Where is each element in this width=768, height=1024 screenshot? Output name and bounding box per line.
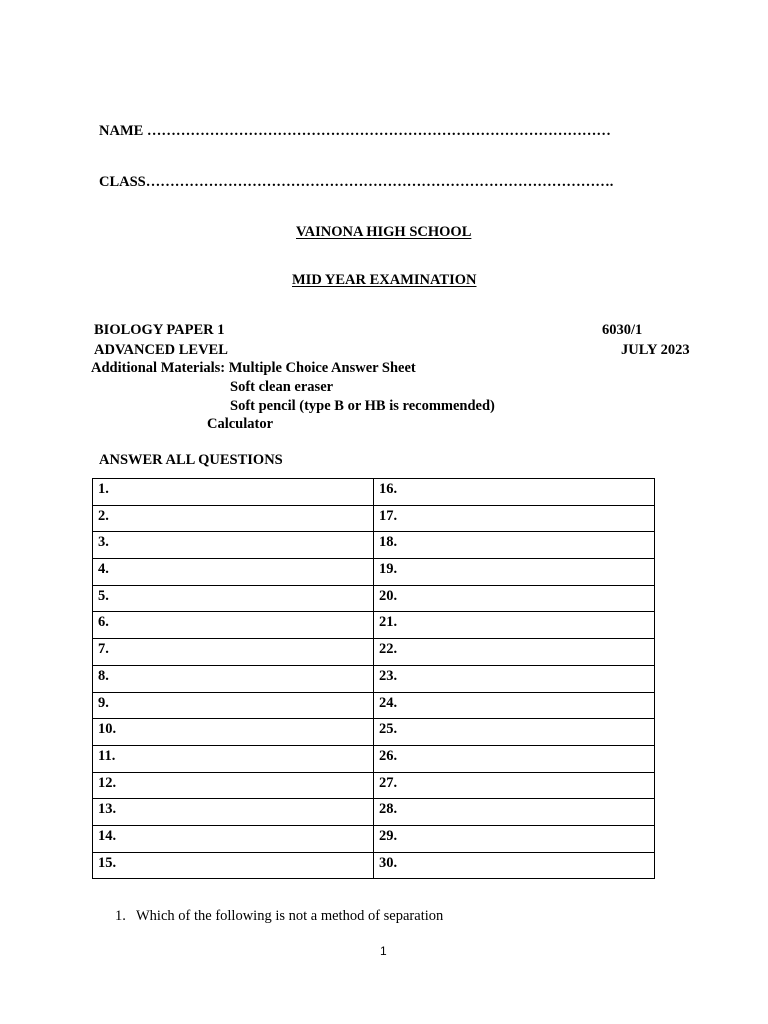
exam-title: MID YEAR EXAMINATION [292, 272, 477, 288]
answer-cell[interactable]: 20. [374, 585, 655, 612]
table-row [93, 852, 655, 879]
table-row [93, 505, 655, 532]
answer-cell[interactable]: 26. [374, 745, 655, 772]
table-row [93, 665, 655, 692]
answer-cell[interactable]: 13. [93, 799, 374, 826]
table-row [93, 479, 655, 506]
answer-cell[interactable]: 24. [374, 692, 655, 719]
instruction: ANSWER ALL QUESTIONS [99, 452, 283, 468]
material-eraser: Soft clean eraser [230, 379, 334, 395]
table-row [93, 772, 655, 799]
school-title: VAINONA HIGH SCHOOL [296, 224, 472, 240]
subject-label: BIOLOGY PAPER 1 [94, 322, 225, 338]
table-row [93, 612, 655, 639]
answer-cell[interactable]: 7. [93, 639, 374, 666]
answer-cell[interactable]: 11. [93, 745, 374, 772]
table-row [93, 745, 655, 772]
answer-cell[interactable]: 2. [93, 505, 374, 532]
question-1-text: Which of the following is not a method of separation [136, 908, 444, 924]
table-row [93, 585, 655, 612]
exam-date: JULY 2023 [621, 342, 690, 358]
answer-cell[interactable]: 16. [374, 479, 655, 506]
materials-label: Additional Materials: Multiple Choice Answer Sheet [91, 360, 416, 376]
answer-cell[interactable]: 12. [93, 772, 374, 799]
material-calculator: Calculator [207, 416, 274, 432]
answer-cell[interactable]: 9. [93, 692, 374, 719]
answer-cell[interactable]: 19. [374, 559, 655, 586]
answer-cell[interactable]: 10. [93, 719, 374, 746]
table-row [93, 559, 655, 586]
answer-cell[interactable]: 5. [93, 585, 374, 612]
table-row [93, 639, 655, 666]
answer-cell[interactable]: 25. [374, 719, 655, 746]
answer-cell[interactable]: 3. [93, 532, 374, 559]
answer-cell[interactable]: 4. [93, 559, 374, 586]
question-1-number: 1. [115, 908, 126, 924]
table-row [93, 825, 655, 852]
answer-cell[interactable]: 14. [93, 825, 374, 852]
answer-cell[interactable]: 30. [374, 852, 655, 879]
table-row [93, 719, 655, 746]
paper-code: 6030/1 [602, 322, 643, 338]
level-label: ADVANCED LEVEL [94, 342, 228, 358]
answer-table [92, 478, 655, 879]
answer-cell[interactable]: 15. [93, 852, 374, 879]
table-row [93, 799, 655, 826]
answer-cell[interactable]: 18. [374, 532, 655, 559]
answer-cell[interactable]: 17. [374, 505, 655, 532]
table-row [93, 692, 655, 719]
answer-cell[interactable]: 29. [374, 825, 655, 852]
answer-cell[interactable]: 23. [374, 665, 655, 692]
answer-cell[interactable]: 21. [374, 612, 655, 639]
answer-cell[interactable]: 27. [374, 772, 655, 799]
answer-cell[interactable]: 6. [93, 612, 374, 639]
answer-cell[interactable]: 28. [374, 799, 655, 826]
answer-cell[interactable]: 22. [374, 639, 655, 666]
class-line[interactable]: CLASS……………………………………………………………………………………. [99, 174, 614, 190]
answer-cell[interactable]: 8. [93, 665, 374, 692]
page-number: 1 [380, 944, 387, 958]
table-row [93, 532, 655, 559]
answer-cell[interactable]: 1. [93, 479, 374, 506]
material-pencil: Soft pencil (type B or HB is recommended) [230, 398, 495, 414]
name-line[interactable]: NAME …………………………………………………………………………………… [99, 123, 611, 139]
